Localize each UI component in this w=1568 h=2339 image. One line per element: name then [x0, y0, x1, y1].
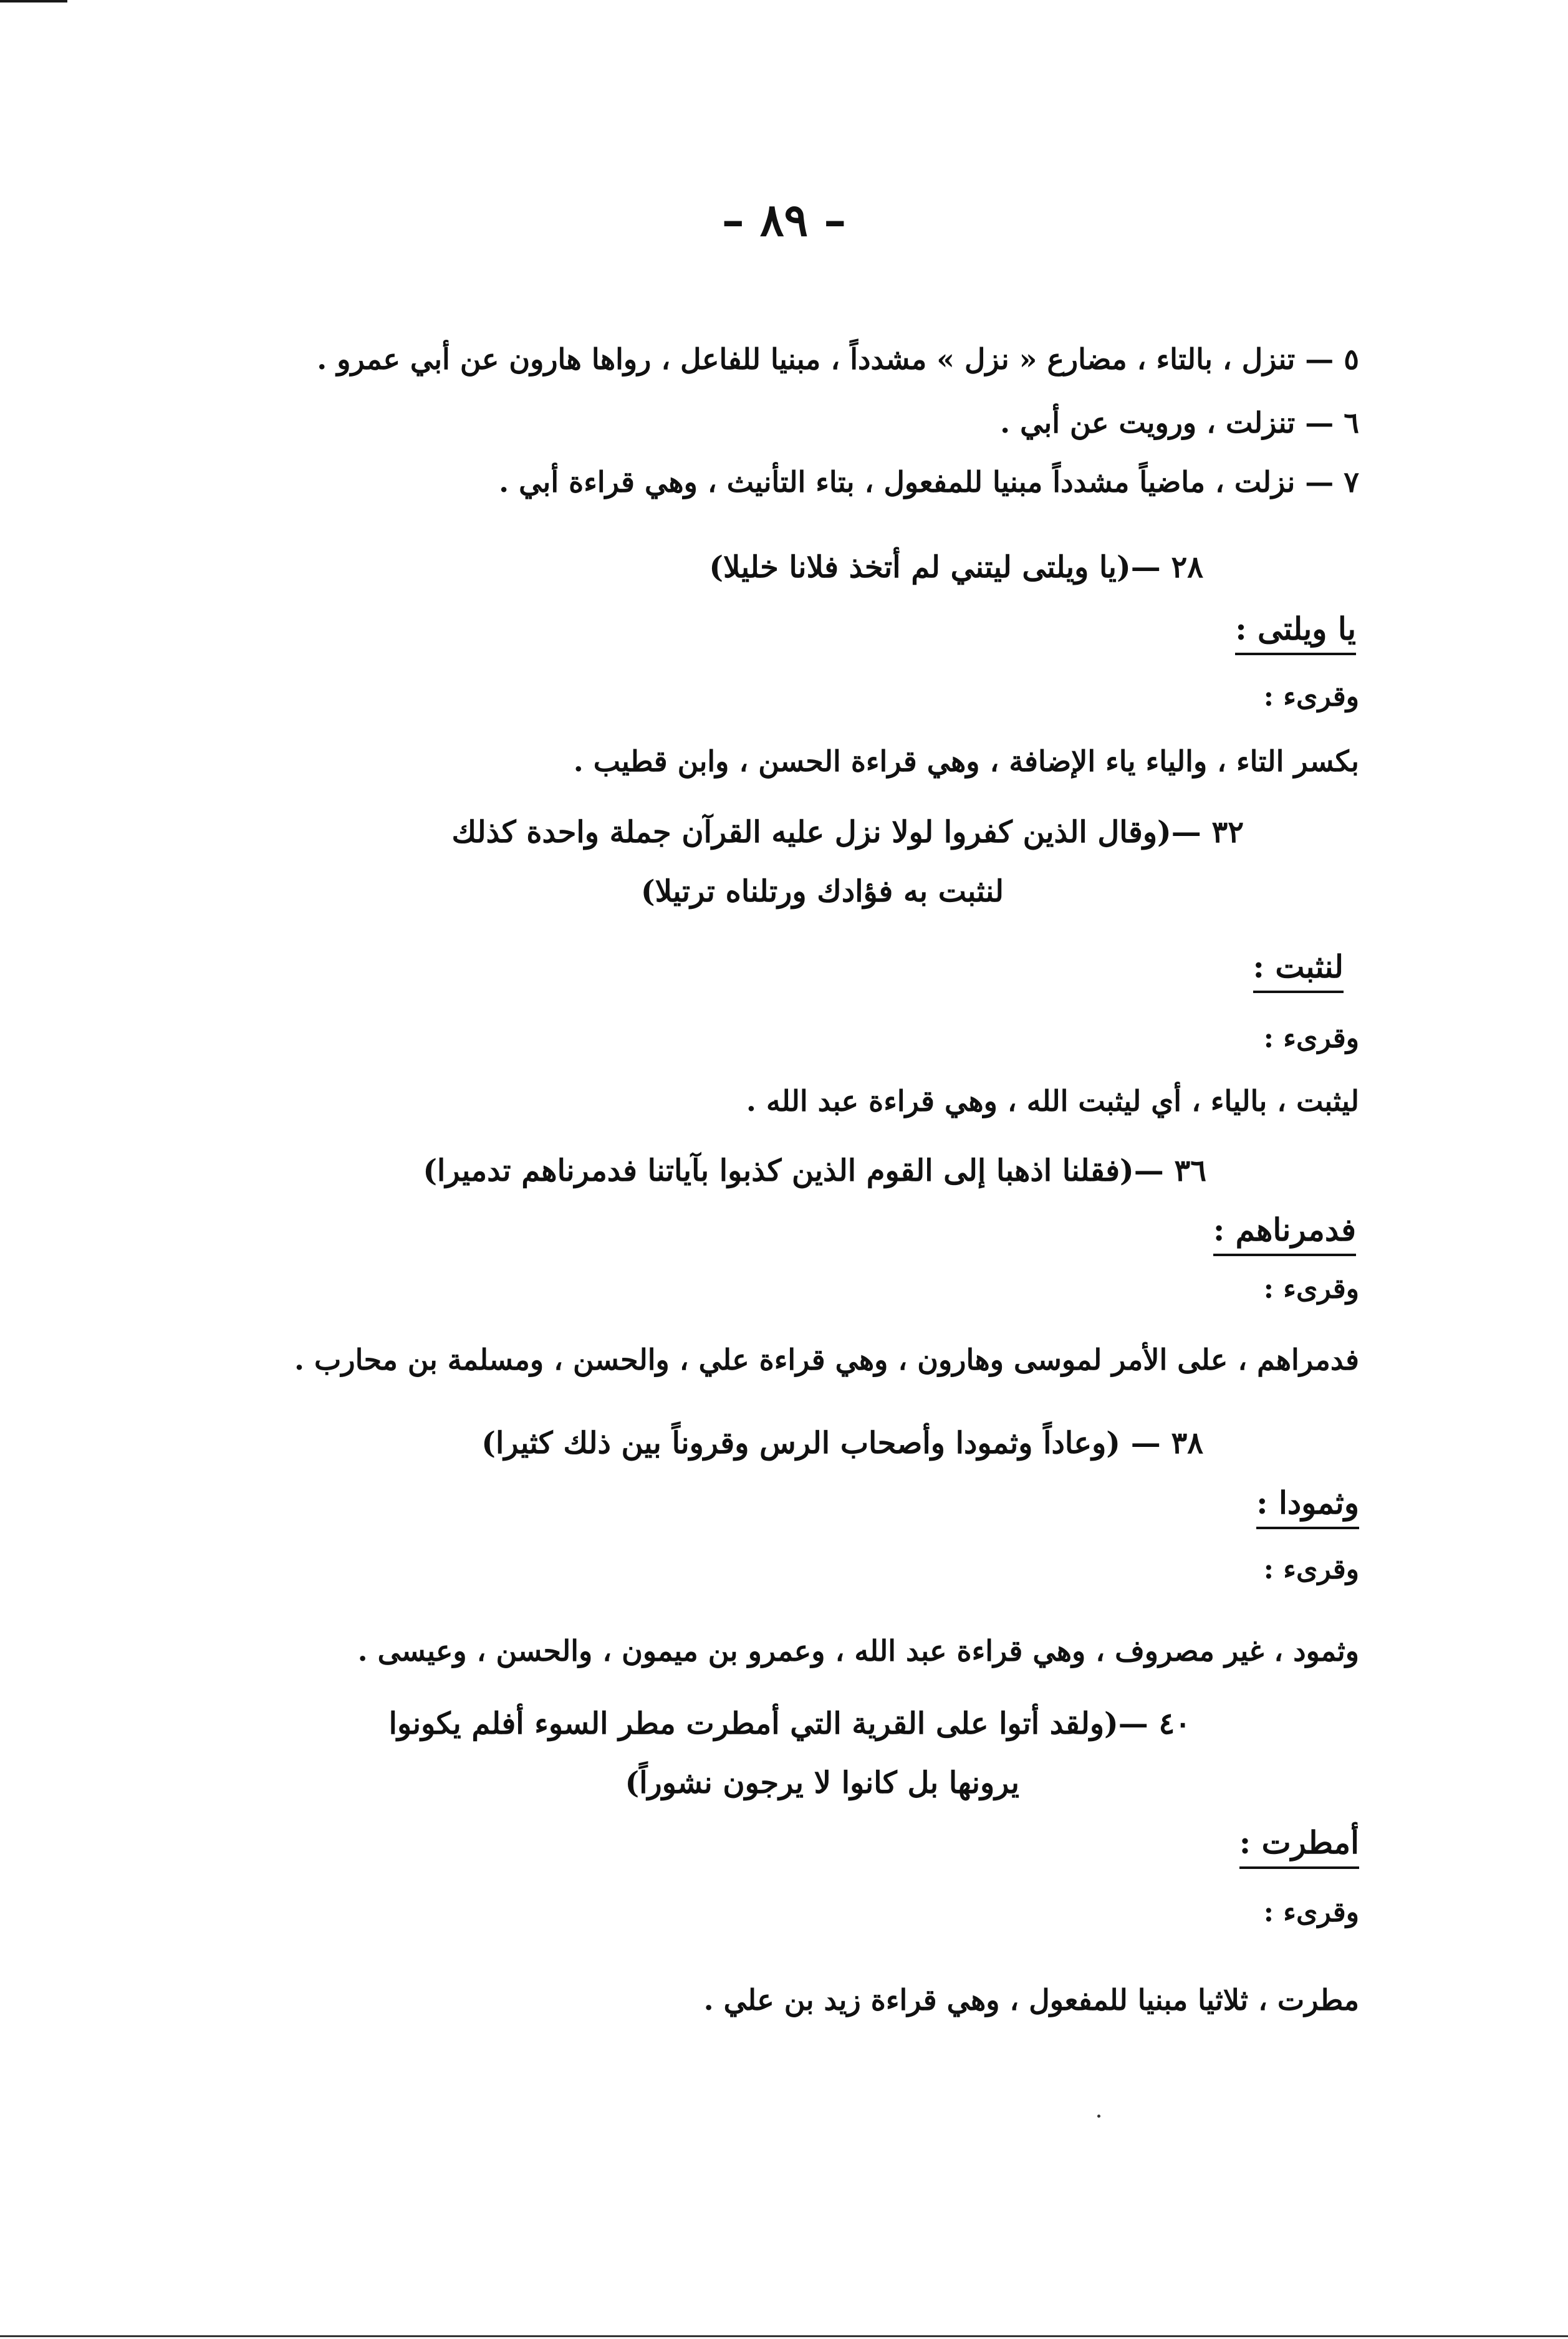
verse-36: ٣٦ —(فقلنا اذهبا إلى القوم الذين كذبوا بآياتنا فدمرناهم تدميرا) — [423, 1153, 1206, 1188]
verse-38-qurie-label: وقرىء : — [1263, 1554, 1359, 1585]
reading-5-line: ٥ — تنزل ، بالتاء ، مضارع « نزل » مشدداً ، مبنيا للفاعل ، رواها هارون عن أبي عمرو . — [317, 342, 1359, 376]
verse-40-qurie-label: وقرىء : — [1263, 1896, 1359, 1928]
verse-36-reading-text: فدمراهم ، على الأمر لموسى وهارون ، وهي قراءة علي ، والحسن ، ومسلمة بن محارب . — [294, 1343, 1359, 1376]
verse-32-qurie-label: وقرىء : — [1263, 1022, 1359, 1054]
scan-bottom-edge — [0, 2335, 1568, 2337]
verse-40-reading-text: مطرت ، ثلاثيا مبنيا للمفعول ، وهي قراءة زيد بن علي . — [703, 1983, 1359, 2017]
reading-7-line: ٧ — نزلت ، ماضياً مشدداً مبنيا للمفعول ، بتاء التأنيث ، وهي قراءة أبي . — [499, 465, 1359, 499]
verse-40-line-2: يرونها بل كانوا لا يرجون نشوراً) — [625, 1765, 1019, 1800]
verse-38-reading-text: وثمود ، غير مصروف ، وهي قراءة عبد الله ، وعمرو بن ميمون ، والحسن ، وعيسى . — [357, 1634, 1359, 1668]
verse-32-reading-text: ليثبت ، بالياء ، أي ليثبت الله ، وهي قراءة عبد الله . — [746, 1084, 1359, 1118]
verse-36-qurie-label: وقرىء : — [1263, 1273, 1359, 1305]
verse-40-line-1: ٤٠ —(ولقد أتوا على القرية التي أمطرت مطر السوء أفلم يكونوا — [388, 1706, 1191, 1741]
verse-32-word-heading: لنثبت : — [1253, 948, 1344, 993]
verse-28: ٢٨ —(يا ويلتى ليتني لم أتخذ فلانا خليلا) — [709, 550, 1203, 585]
verse-28-reading-text: بكسر التاء ، والياء ياء الإضافة ، وهي قراءة الحسن ، وابن قطيب . — [573, 744, 1359, 778]
scan-corner-mark — [0, 0, 67, 2]
page-number: – ٨٩ – — [721, 193, 847, 246]
verse-28-qurie-label: وقرىء : — [1263, 681, 1359, 713]
verse-32-line-2: لنثبت به فؤادك ورتلناه ترتيلا) — [640, 874, 1004, 909]
scan-speck — [1097, 2115, 1100, 2118]
verse-40-word-heading: أمطرت : — [1239, 1823, 1359, 1869]
verse-38: ٣٨ — (وعاداً وثمودا وأصحاب الرس وقروناً بين ذلك كثيرا) — [481, 1426, 1203, 1461]
reading-6-line: ٦ — تنزلت ، ورويت عن أبي . — [1000, 406, 1359, 439]
verse-36-word-heading: فدمرناهم : — [1213, 1211, 1356, 1256]
verse-32-line-1: ٣٢ —(وقال الذين كفروا لولا نزل عليه القرآن جملة واحدة كذلك — [451, 815, 1244, 850]
verse-28-word-heading: يا ويلتى : — [1235, 610, 1356, 655]
verse-38-word-heading: وثمودا : — [1256, 1484, 1359, 1529]
